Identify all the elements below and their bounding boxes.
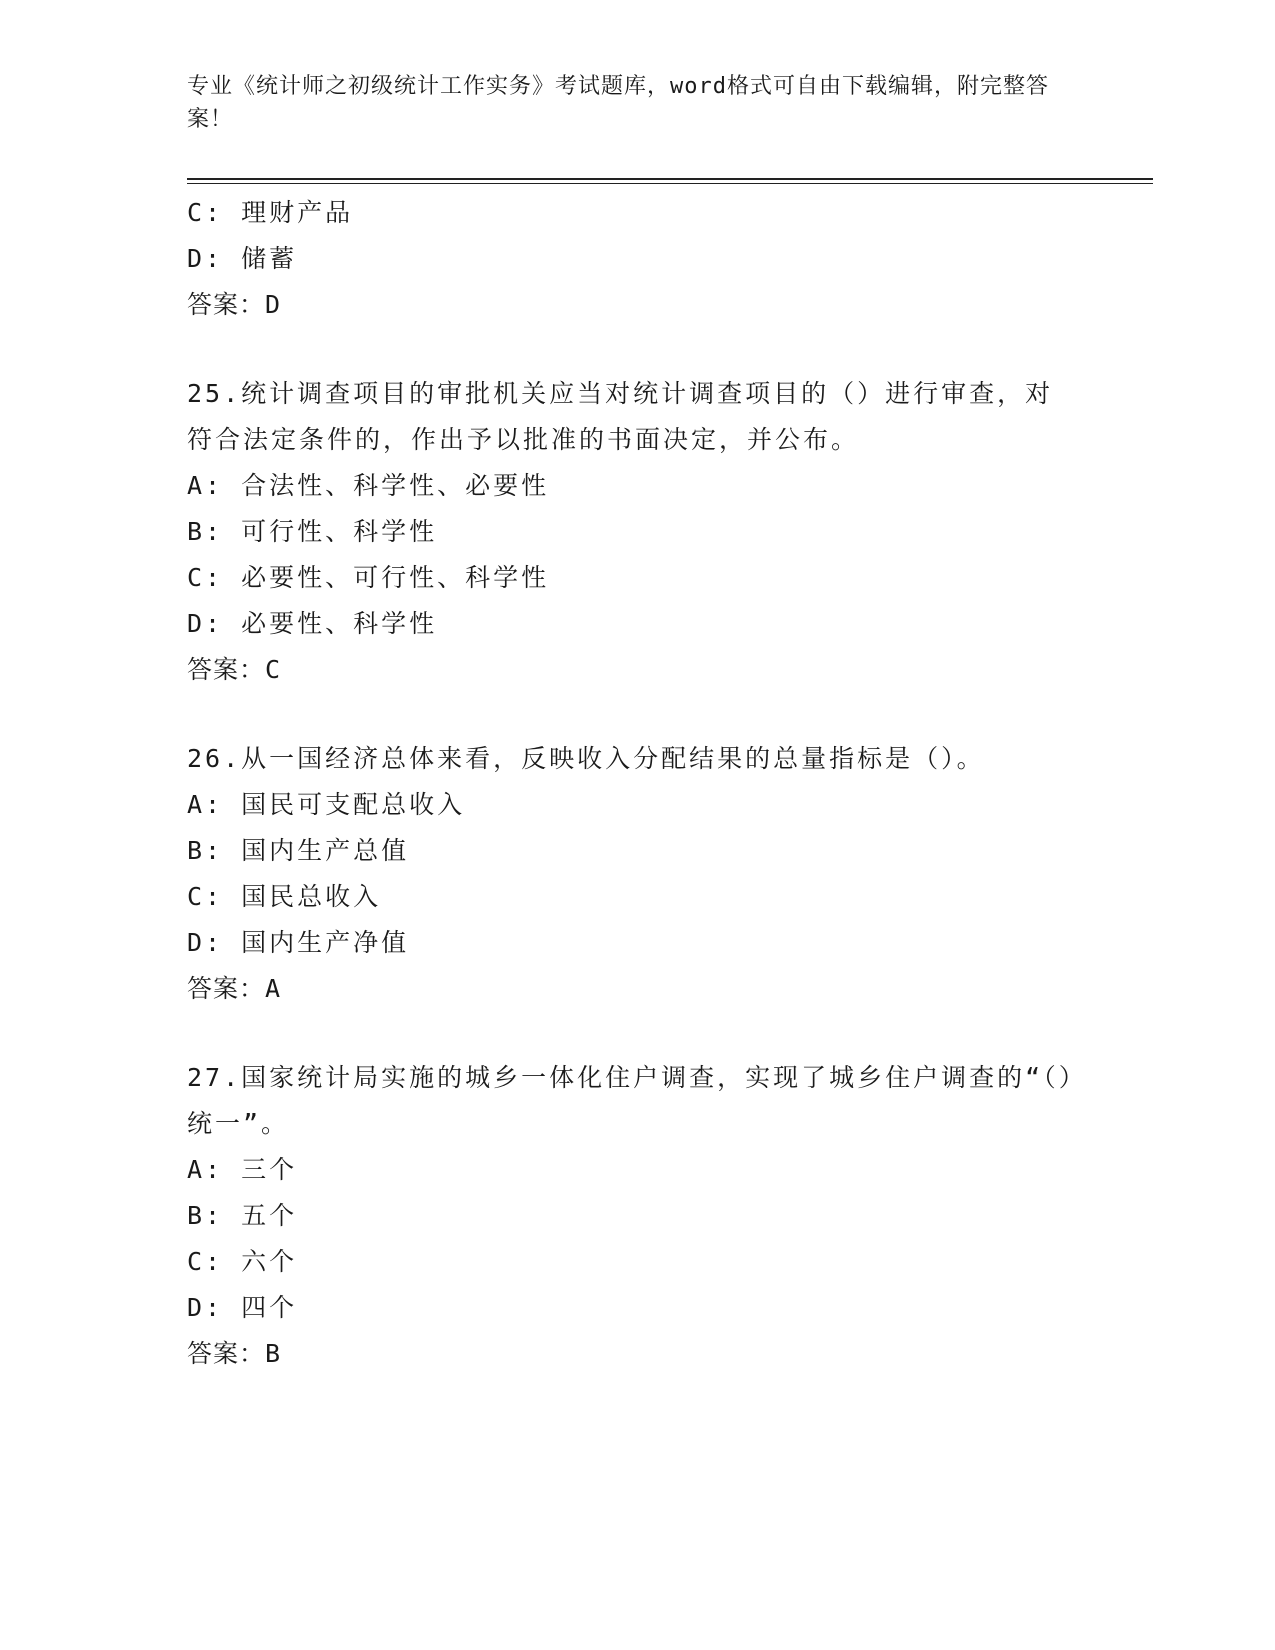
answer-label: 答案：	[187, 290, 266, 319]
option-c: C: 六个	[187, 1247, 298, 1276]
question-continued	[187, 190, 1087, 328]
answer-value: C	[265, 655, 282, 684]
answer-line	[187, 966, 1087, 1012]
question-list	[187, 190, 1087, 1377]
question-27	[187, 1055, 1087, 1377]
option-d: D: 四个	[187, 1293, 298, 1322]
option-a: A: 三个	[187, 1155, 298, 1184]
answer-value: A	[265, 974, 282, 1003]
answer-label: 答案：	[187, 974, 266, 1003]
question-stem: 27.国家统计局实施的城乡一体化住户调查，实现了城乡住户调查的“（）统一”。	[187, 1063, 1075, 1138]
option-b: B: 可行性、科学性	[187, 517, 438, 546]
header-rule-thin	[187, 183, 1153, 184]
answer-label: 答案：	[187, 655, 266, 684]
option-b: B: 国内生产总值	[187, 836, 410, 865]
option-b: B: 五个	[187, 1201, 298, 1230]
document-header: 专业《统计师之初级统计工作实务》考试题库，word格式可自由下载编辑，附完整答案！	[187, 74, 1049, 132]
question-26	[187, 736, 1087, 1012]
answer-value: D	[265, 290, 282, 319]
option-a: A: 合法性、科学性、必要性	[187, 471, 550, 500]
option-c: C: 必要性、可行性、科学性	[187, 563, 550, 592]
answer-line	[187, 282, 1087, 328]
option-c: C: 理财产品	[187, 198, 354, 227]
option-c: C: 国民总收入	[187, 882, 382, 911]
question-stem: 26.从一国经济总体来看，反映收入分配结果的总量指标是（）。	[187, 744, 985, 773]
option-d: D: 国内生产净值	[187, 928, 410, 957]
question-stem: 25.统计调查项目的审批机关应当对统计调查项目的（）进行审查，对符合法定条件的，作出予以批准的书面决定，并公布。	[187, 379, 1054, 454]
question-25	[187, 371, 1087, 693]
header-rule-thick	[187, 178, 1153, 180]
option-d: D: 储蓄	[187, 244, 298, 273]
answer-line	[187, 1331, 1087, 1377]
answer-label: 答案：	[187, 1339, 266, 1368]
answer-value: B	[265, 1339, 282, 1368]
option-a: A: 国民可支配总收入	[187, 790, 466, 819]
option-d: D: 必要性、科学性	[187, 609, 438, 638]
answer-line	[187, 647, 1087, 693]
